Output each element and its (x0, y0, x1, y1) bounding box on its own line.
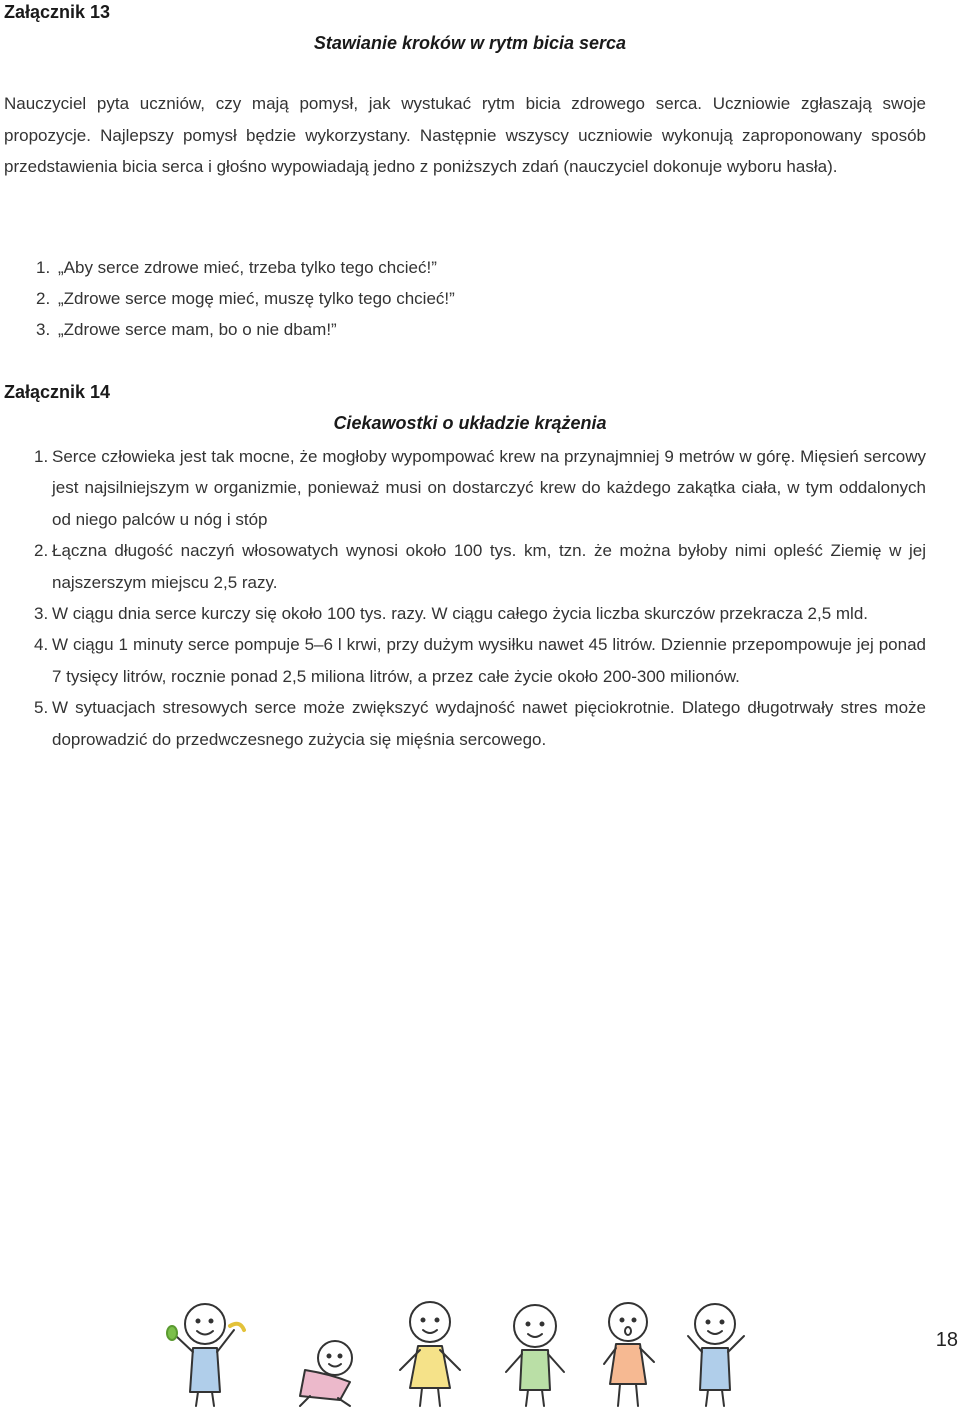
chant-sentence: 2. „Zdrowe serce mogę mieć, muszę tylko tego chcieć!” (36, 289, 455, 309)
annex-13-heading: Załącznik 13 (4, 2, 111, 22)
annex-13-title: Stawianie kroków w rytm bicia serca (313, 33, 627, 53)
page-number: 18 (935, 1329, 958, 1351)
kid-figure (400, 1302, 460, 1406)
children-drawing-icon (160, 1300, 780, 1408)
fact-item: 5. W sytuacjach stresowych serce może zwiększyć wydajność nawet pięciokrotnie. Dlatego długotrwały stres może doprowadzić do przedwczesnego zużycia się mięśnia sercowego. (34, 698, 926, 749)
kid-figure (506, 1305, 564, 1406)
kid-figure (300, 1341, 352, 1406)
fact-item: 4. W ciągu 1 minuty serce pompuje 5–6 l krwi, przy dużym wysiłku nawet 45 litrów. Dziennie przepompowuje jej ponad 7 tysięcy litrów, rocznie ponad 2,5 miliona litrów, a przez całe życie około 200-300 milionów. (34, 635, 926, 686)
chant-sentence: 3. „Zdrowe serce mam, bo o nie dbam!” (36, 320, 337, 340)
fact-item: 2. Łączna długość naczyń włosowatych wynosi około 100 tys. km, tzn. że można byłoby nimi opleść Ziemię w jej najszerszym miejscu 2,5 razy. (34, 541, 926, 592)
fact-item: 1. Serce człowieka jest tak mocne, że mogłoby wypompować krew na przynajmniej 9 metrów w górę. Mięsień sercowy jest najsilniejszym w organizmie, ponieważ musi on dostarczyć krew do każdego zakątka ciała, w tym oddalonych od niego palców u nóg i stóp (34, 447, 926, 529)
annex-13-paragraph: Nauczyciel pyta uczniów, czy mają pomysł, jak wystukać rytm bicia zdrowego serca. Uczniowie zgłaszają swoje propozycje. Najlepszy pomysł będzie wykorzystany. Następnie wszyscy uczniowie wykonują zaproponowany sposób przedstawienia bicia serca i głośno wypowiadają jedno z poniższych zdań (nauczyciel dokonuje wyboru hasła). (4, 94, 926, 177)
annex-14-title: Ciekawostki o układzie krążenia (333, 413, 607, 433)
annex-14-heading: Załącznik 14 (4, 382, 111, 402)
kid-figure (688, 1304, 744, 1406)
circulatory-facts-list (0, 441, 926, 755)
kid-figure (604, 1303, 654, 1406)
kid-figure (167, 1304, 244, 1406)
chant-sentences-list (36, 252, 455, 346)
chant-sentence: 1. „Aby serce zdrowe mieć, trzeba tylko tego chcieć!” (36, 258, 437, 277)
fact-item: 3. W ciągu dnia serce kurczy się około 100 tys. razy. W ciągu całego życia liczba skurczów przekracza 2,5 mld. (34, 604, 868, 624)
